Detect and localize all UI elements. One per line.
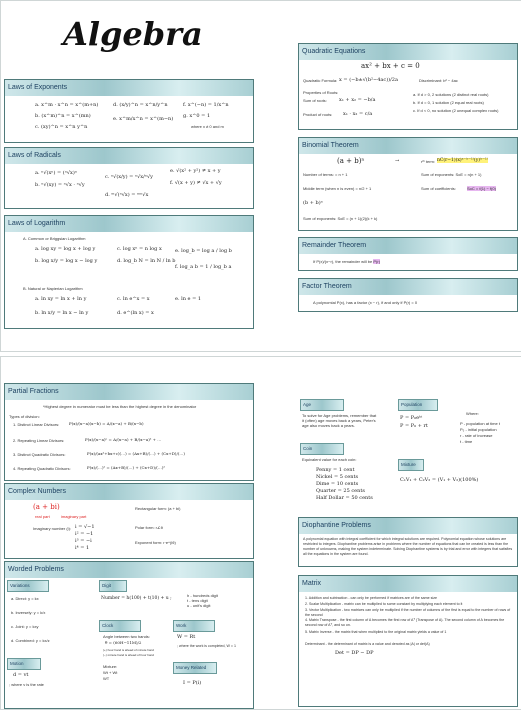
digit-formula: Number = h(100) + t(10) + u ;	[101, 596, 172, 601]
fraction-type-4-eq: P(x)/(…)² = (Ax+B)/(…) + (Cx+D)/(…)²	[87, 465, 166, 470]
complex-real-part: real part	[35, 514, 50, 519]
log-common-b: b. log x/y = log x − log y	[35, 258, 98, 264]
determinant-text: Determinant - the determinant of matrix is a value and denoted as |A| or det(A)	[305, 642, 430, 646]
exponents-box	[4, 79, 254, 143]
factor-header: Factor Theorem	[299, 279, 517, 295]
population-note-1: P - population at time t	[460, 421, 500, 426]
coin-quarter: Quarter = 25 cents	[316, 488, 365, 494]
quadratic-formula-label: Quadratic Formula:	[303, 78, 338, 83]
population-formula-2: P = P₀ + rt	[400, 423, 428, 429]
rad-rule-e: e. √(x² + y²) ≠ x + y	[170, 168, 221, 174]
log-natural-d: d. e^(ln x) = x	[117, 310, 154, 316]
population-note-4: t - time	[460, 439, 473, 444]
mixture-line-1: Mixture:	[103, 664, 118, 669]
mixture-line-2: Wt + Wt	[103, 670, 118, 675]
digit-note-u: u - unit's digit	[187, 603, 211, 608]
digit-subheader: Digit	[99, 580, 127, 592]
sum-of-exponents-2: Sum of exponents: SoE = (n + 1)(2)(k + k)	[303, 216, 378, 221]
log-common-c: c. log xⁿ = n log x	[117, 246, 162, 252]
rad-rule-b: b. ⁿ√(xy) = ⁿ√x · ⁿ√y	[35, 182, 85, 188]
coin-penny: Penny = 1 cent	[316, 467, 355, 473]
clock-subheader: Clock	[99, 620, 141, 632]
remainder-text	[313, 259, 380, 264]
page-1	[0, 0, 521, 352]
digit-note-t: t - tens digit	[187, 598, 208, 603]
rad-rule-a: a. ⁿ√(xⁿ) = (ⁿ√x)ⁿ	[35, 170, 77, 176]
rth-term	[437, 158, 488, 164]
population-subheader: Population	[398, 399, 438, 411]
population-where: Where:	[466, 411, 479, 416]
exp-rule-e: e. x^m/x^n = x^(m−n)	[113, 116, 174, 122]
fractions-note: *Highest degree in numerator must be less than the highest degree in the denominator	[43, 404, 197, 409]
quadratic-box	[298, 43, 518, 130]
radicals-header: Laws of Radicals	[5, 148, 253, 164]
coin-half-dollar: Half Dollar = 50 cents	[316, 495, 373, 501]
exp-rule-a: a. x^m · x^n = x^(m+n)	[35, 102, 99, 108]
fractions-box	[4, 383, 254, 481]
age-subheader: Age	[300, 399, 344, 411]
matrix-item-5: 5. Matrix Inverse - the matrix that when multiplied to the original matrix yields a value of 1	[305, 630, 447, 634]
diophantine-box	[298, 517, 518, 567]
number-of-terms: Number of terms: = n + 1	[303, 172, 348, 177]
variations-subheader: Variations	[7, 580, 49, 592]
rectangular-form: Rectangular form: (a + bi)	[135, 506, 181, 511]
sum-roots-label: Sum of roots:	[303, 98, 327, 103]
variation-direct: a. Direct: y = kx	[11, 596, 39, 601]
money-formula: I = P(i)	[183, 680, 202, 686]
i-power-2: i² = −1	[75, 531, 94, 537]
clock-note-1: (+) hour hand is ahead of minute hand	[103, 648, 154, 652]
log-natural-c: c. ln e^x = x	[117, 296, 150, 302]
sum-of-coefficients-value: SoC = f(1) − f(0)	[467, 186, 496, 191]
age-text-1: To solve for Age problems, remember that	[302, 413, 377, 418]
matrix-box	[298, 575, 518, 707]
matrix-item-3: 3. Vector Multiplication - two matrices can only be multiplied if the number of columns of the first is equal to the number of rows of the second	[305, 608, 511, 617]
exp-rule-note: where x ≠ 0 and m	[191, 124, 224, 129]
diophantine-header: Diophantine Problems	[299, 518, 517, 534]
word-header: Worded Problems	[5, 562, 253, 578]
logarithm-box	[4, 215, 254, 329]
rth-term-value: nC(r−1)(x)ⁿ⁻⁽ʳ⁻¹⁾(y)⁽ʳ⁻¹⁾	[437, 158, 488, 163]
clock-formula: θ = (60H−11M)/2	[105, 640, 142, 645]
log-common-e: e. log_b = log a / log b	[175, 248, 232, 254]
fraction-type-2-eq: P(x)/(x−a)ⁿ = A/(x−a) + B/(x−a)² + …	[85, 437, 162, 442]
mixture-formula: C₁V₁ + C₂V₂ = (V₁ + V₂)(100%)	[400, 477, 479, 483]
log-natural-b: b. ln x/y = ln x − ln y	[35, 310, 89, 316]
middle-term: Middle term (when n is even) = n/2 + 1	[303, 186, 372, 191]
work-formula: W = Rt	[177, 634, 196, 640]
remainder-box	[298, 237, 518, 271]
fraction-type-1: 1. Distinct Linear Divisors:	[13, 422, 60, 427]
work-note: ; where the work is completed, W = 1	[177, 644, 237, 648]
coin-box	[298, 441, 398, 513]
discriminant-a: a. If d > 0, 2 solutions (2 distinct real roots)	[413, 92, 489, 97]
matrix-item-1: 1. Addition and subtraction - can only be performed if matrices are of the same size	[305, 596, 438, 600]
fraction-type-2: 2. Repeating Linear Divisors:	[13, 438, 65, 443]
exp-rule-f: f. x^(−n) = 1/x^n	[183, 102, 229, 108]
sum-roots: x₁ + x₂ = −b/a	[339, 97, 376, 103]
complex-box	[4, 483, 254, 559]
rth-term-label: rᵗʰ term:	[421, 159, 435, 164]
discriminant-label: Discriminant: b² − 4ac	[419, 78, 458, 83]
binomial-header: Binomial Theorem	[299, 138, 517, 154]
diophantine-text: A polynomial equation with integral coefficient for which integral solutions are required. Polynomial equation whose solutions are restricted to integers. Diophantine problems arise in problems where the number of equations that can be created is less than the number of unknowns, making the system indeterminate. Solving Diophantine systems is by trial and error with integers that satisfies all the equations in the system are found.	[303, 537, 513, 556]
prod-roots: x₁ · x₂ = c/a	[343, 111, 373, 117]
mixture-subheader: Mixture	[398, 459, 424, 471]
age-box	[298, 397, 398, 447]
rad-rule-f: f. √(x + y) ≠ √x + √y	[170, 180, 222, 186]
variation-joint: c. Joint: y = kxy	[11, 624, 39, 629]
factor-box	[298, 278, 518, 312]
exp-rule-g: g. x^0 = 1	[183, 113, 211, 119]
log-natural-e: e. ln e = 1	[175, 296, 202, 302]
money-subheader: Money Related	[173, 662, 217, 674]
exp-rule-c: c. (xy)^n = x^n y^n	[35, 124, 88, 130]
binomial-expression: (a + b)ⁿ	[337, 157, 365, 165]
exp-rule-b: b. (x^m)^n = x^(mn)	[35, 113, 91, 119]
remainder-value: P(r)	[373, 259, 381, 264]
imaginary-label: Imaginary number (i):	[33, 526, 72, 531]
rad-rule-c: c. ⁿ√(x/y) = ⁿ√x/ⁿ√y	[105, 174, 153, 180]
radicals-box	[4, 147, 254, 209]
discriminant-c: c. If d < 0, no solution (2 unequal complex roots)	[413, 108, 499, 113]
fractions-types-label: Types of division:	[9, 414, 40, 419]
population-note-2: P₀ - initial population	[460, 427, 497, 432]
log-common-label: A. Common or Briggsian Logarithm	[23, 236, 86, 241]
age-text-2: it (often) age moves back a years, Peter's	[302, 418, 376, 423]
binomial-arrow: →	[395, 158, 400, 164]
i-power-3: i³ = −i	[75, 538, 92, 544]
population-formula-1: P = P₀eᵏᵗ	[400, 415, 423, 421]
discriminant-b: b. If d = 0, 1 solution (2 equal real roots)	[413, 100, 484, 105]
mixture-line-3: WT	[103, 676, 110, 681]
fractions-header: Partial Fractions	[5, 384, 253, 400]
exponents-header: Laws of Exponents	[5, 80, 253, 96]
variation-combined: d. Combined: y = kx/z	[11, 638, 50, 643]
page-title: Algebra	[63, 15, 203, 53]
determinant-formula: Det = DP − DP	[335, 650, 374, 656]
coin-subheader: Coin	[300, 443, 344, 455]
i-power-1: i = √−1	[75, 524, 95, 530]
fraction-type-4: 4. Repeating Quadratic Divisors:	[13, 466, 71, 471]
sum-of-exponents: Sum of exponents: SoE = n(n + 1)	[421, 172, 482, 177]
clock-text: Angle between two hands:	[103, 634, 150, 639]
motion-subheader: Motion	[7, 658, 41, 670]
age-text-3: age also moves back a years.	[302, 423, 355, 428]
remainder-sentence: If P(x)/(x−r), the remainder will be	[313, 259, 373, 264]
log-common-d: d. log_b N = ln N / ln b	[117, 258, 176, 264]
prod-roots-label: Product of roots:	[303, 112, 333, 117]
complex-header: Complex Numbers	[5, 484, 253, 500]
log-common-f: f. log_a b = 1 / log_b a	[175, 264, 232, 270]
factor-text: A polynomial P(x), has a factor (x − r), if and only if P(r) = 0	[313, 300, 418, 305]
exp-rule-d: d. (x/y)^n = x^n/y^n	[113, 102, 168, 108]
page-2	[0, 356, 521, 710]
i-power-4: i⁴ = 1	[75, 545, 90, 551]
sum-of-coefficients-label: Sum of coefficients:	[421, 186, 456, 191]
work-subheader: Work	[173, 620, 215, 632]
quadratic-formula: x = (−b±√(b²−4ac))/2a	[339, 77, 398, 83]
clock-note-2: (−) minute hand is ahead of hour hand	[103, 653, 154, 657]
log-natural-a: a. ln xy = ln x + ln y	[35, 296, 87, 302]
population-note-3: r - rate of increase	[460, 433, 493, 438]
exponent-form: Exponent form: r·e^(iθ)	[135, 540, 176, 545]
complex-imag-part: imaginary part	[61, 514, 87, 519]
variation-inverse: b. Inversely: y = k/x	[11, 610, 46, 615]
digit-note-h: h - hundreds digit	[187, 593, 218, 598]
rad-rule-d: d. ᵐ√(ⁿ√x) = ᵐⁿ√x	[105, 192, 149, 198]
log-natural-label: B. Natural or Napierian Logarithm	[23, 286, 83, 291]
matrix-item-2: 2. Scalar Multiplication - matrix can be multiplied to some constant by multiplying each element to it	[305, 602, 463, 606]
binomial-box	[298, 137, 518, 231]
binomial-tail: (b + b)ⁿ	[303, 200, 323, 206]
matrix-header: Matrix	[299, 576, 517, 592]
coin-dime: Dime = 10 cents	[316, 481, 359, 487]
roots-props-label: Properties of Roots:	[303, 90, 339, 95]
quadratic-equation: ax² + bx + c = 0	[361, 62, 420, 70]
fraction-type-3-eq: P(x)/(ax²+bx+c)(…) = (Ax+B)/(…) + (Cx+D)/(…)	[87, 451, 185, 456]
coin-nickel: Nickel = 5 cents	[316, 474, 359, 480]
sum-of-coefficients	[467, 186, 496, 191]
motion-formula: d = vt	[13, 672, 29, 678]
polar-form: Polar form: r∠θ	[135, 525, 163, 530]
coin-text: Equivalent value for each coin:	[302, 457, 357, 462]
quadratic-header: Quadratic Equations	[299, 44, 517, 60]
remainder-header: Remainder Theorem	[299, 238, 517, 254]
fraction-type-3: 3. Distinct Quadratic Divisors:	[13, 452, 66, 457]
log-common-a: a. log xy = log x + log y	[35, 246, 96, 252]
mixture-box	[396, 457, 516, 497]
fraction-type-1-eq: P(x)/(x−a)(x−b) = A/(x−a) + B/(x−b)	[69, 421, 144, 426]
logarithm-header: Laws of Logarithm	[5, 216, 253, 232]
motion-note: ; where v is the rate	[9, 682, 44, 687]
word-box	[4, 561, 254, 709]
complex-form: (a + bi)	[33, 503, 60, 511]
matrix-item-4: 4. Matrix Transpose - the first column of A becomes the first row of Aᵀ (Transpose of A). The second column of A becomes the second row of Aᵀ, and so on.	[305, 618, 505, 627]
